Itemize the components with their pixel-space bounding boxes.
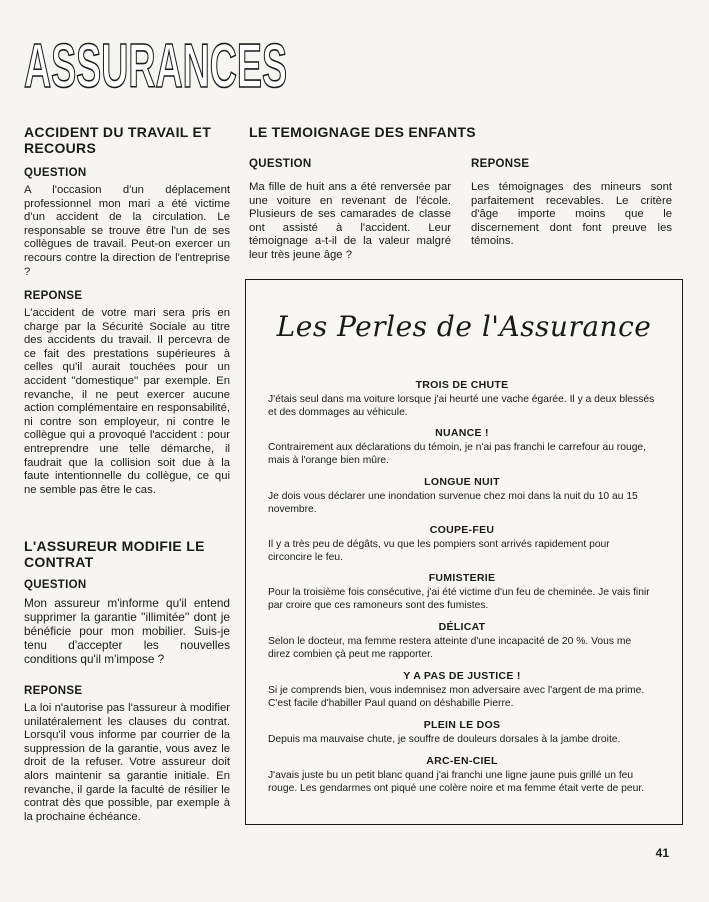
section-title-text: ASSURANCES bbox=[24, 32, 287, 101]
page-number: 41 bbox=[655, 846, 669, 860]
pearl-item bbox=[268, 572, 656, 612]
pearl-item bbox=[268, 670, 656, 710]
answer-text: L'accident de votre mari sera pris en charge par la Sécurité Sociale au titre des accidents du travail. Il percevra de ce fait des prestations supérieures à celles qu'il aurait touchées pour un accident ''domestique'' par exemple. En revanche, il ne peut exercer aucune action complémentaire en responsabilité, ni contre son employeur, ni contre le collègue qui a provoqué l'accident : pour entreprendre une telle démarche, il faudrait que la collision soit due à la faute intentionnelle du collègue, ce qui ne semble pas être le cas. bbox=[24, 307, 230, 496]
pearl-item bbox=[268, 476, 656, 516]
answer-text: La loi n'autorise pas l'assureur à modifier unilatéralement les clauses du contrat. Lorsqu'il vous informe par courrier de la suppression de la garantie, vous avez le droit de la refuser. Votre assureur doit alors maintenir sa garantie initiale. En revanche, il garde la faculté de résilier le contrat dès que possible, par exemple à la prochaine échéance. bbox=[24, 702, 230, 823]
article-accident-travail bbox=[24, 124, 230, 156]
pearl-heading: FUMISTERIE bbox=[428, 572, 496, 584]
section-title bbox=[24, 32, 289, 101]
pearl-text: Depuis ma mauvaise chute, je souffre de douleurs dorsales à la jambe droite. bbox=[268, 734, 621, 745]
pearl-text: J'étais seul dans ma voiture lorsque j'ai heurté une vache égarée. Il y a deux blessés et des dommages au véhicule. bbox=[268, 394, 655, 418]
pearl-item bbox=[268, 427, 656, 467]
pearl-heading: DÉLICAT bbox=[438, 621, 486, 633]
question-block bbox=[24, 167, 230, 179]
pearl-heading: NUANCE ! bbox=[435, 427, 489, 439]
answer-text: Les témoignages des mineurs sont parfaitement recevables. Le critère d'âge importe moins que le discernement dont font preuve les témoins. bbox=[471, 181, 672, 248]
article-title: ACCIDENT DU TRAVAIL ET RECOURS bbox=[24, 124, 212, 156]
article-title: LE TEMOIGNAGE DES ENFANTS bbox=[249, 124, 476, 140]
pearls-box bbox=[245, 279, 683, 825]
question-label: QUESTION bbox=[24, 579, 87, 591]
pearl-item bbox=[268, 379, 656, 419]
pearl-heading: ARC-EN-CIEL bbox=[426, 755, 498, 767]
question-label: QUESTION bbox=[24, 167, 87, 179]
pearl-item bbox=[268, 621, 656, 661]
pearl-text: Pour la troisième fois consécutive, j'ai été victime d'un feu de cheminée. Je vais finir par croire que ces ramoneurs sont des fumistes. bbox=[268, 587, 650, 611]
pearl-text: Selon le docteur, ma femme restera atteinte d'une incapacité de 20 %. Vous me direz combien çà peut me rapporter. bbox=[268, 636, 632, 660]
pearl-item bbox=[268, 755, 656, 795]
article-temoignage-enfants bbox=[249, 124, 549, 140]
pearl-text: Contrairement aux déclarations du témoin, je n'ai pas franchi le carrefour au rouge, mais à l'orange bien mûre. bbox=[268, 442, 647, 466]
pearl-heading: TROIS DE CHUTE bbox=[415, 379, 509, 391]
pearl-heading: COUPE-FEU bbox=[429, 524, 495, 536]
pearls-title: Les Perles de l'Assurance bbox=[276, 310, 652, 343]
pearl-text: Je dois vous déclarer une inondation survenue chez moi dans la nuit du 10 au 15 novembre. bbox=[268, 491, 638, 515]
question-label: QUESTION bbox=[249, 158, 312, 170]
question-text: Mon assureur m'informe qu'il entend supprimer la garantie ''illimitée'' dont je bénéficie pour mon mobilier. Suis-je tenu d'accepter les nouvelles conditions qu'il m'impose ? bbox=[24, 596, 230, 666]
answer-label: REPONSE bbox=[471, 158, 530, 170]
article-assureur-modifie bbox=[24, 538, 230, 570]
pearl-item bbox=[268, 719, 656, 747]
answer-label: REPONSE bbox=[24, 290, 83, 302]
question-text: A l'occasion d'un déplacement professionnel mon mari a été victime d'un accident de la circulation. Le responsable se trouve être l'un de ses collègues de travail. Peut-on exercer un recours contre la direction de l'entreprise ? bbox=[24, 184, 230, 278]
pearl-text: J'avais juste bu un petit blanc quand j'ai franchi une ligne jaune puis grillé un feu rouge. Les gendarmes ont piqué une colère noire et ma femme était verte de peur. bbox=[268, 770, 645, 794]
answer-label: REPONSE bbox=[24, 685, 83, 697]
pearl-heading: LONGUE NUIT bbox=[424, 476, 500, 488]
pearl-item bbox=[268, 524, 656, 564]
question-text: Ma fille de huit ans a été renversée par une voiture en revenant de l'école. Plusieurs de ses camarades de classe ont assisté à l'accident. Leur témoignage a-t-il de la valeur malgré leur très jeune âge ? bbox=[249, 181, 451, 261]
pearl-text: Si je comprends bien, vous indemnisez mon adversaire avec l'argent de ma prime. C'est facile d'habiller Paul quand on déshabille Pierre. bbox=[268, 685, 645, 709]
article-title: L'ASSUREUR MODIFIE LE CONTRAT bbox=[24, 538, 205, 570]
pearl-heading: PLEIN LE DOS bbox=[423, 719, 501, 731]
pearl-heading: Y A PAS DE JUSTICE ! bbox=[403, 670, 521, 682]
pearl-text: Il y a très peu de dégâts, vu que les pompiers sont arrivés rapidement pour circoncire le feu. bbox=[268, 539, 610, 563]
